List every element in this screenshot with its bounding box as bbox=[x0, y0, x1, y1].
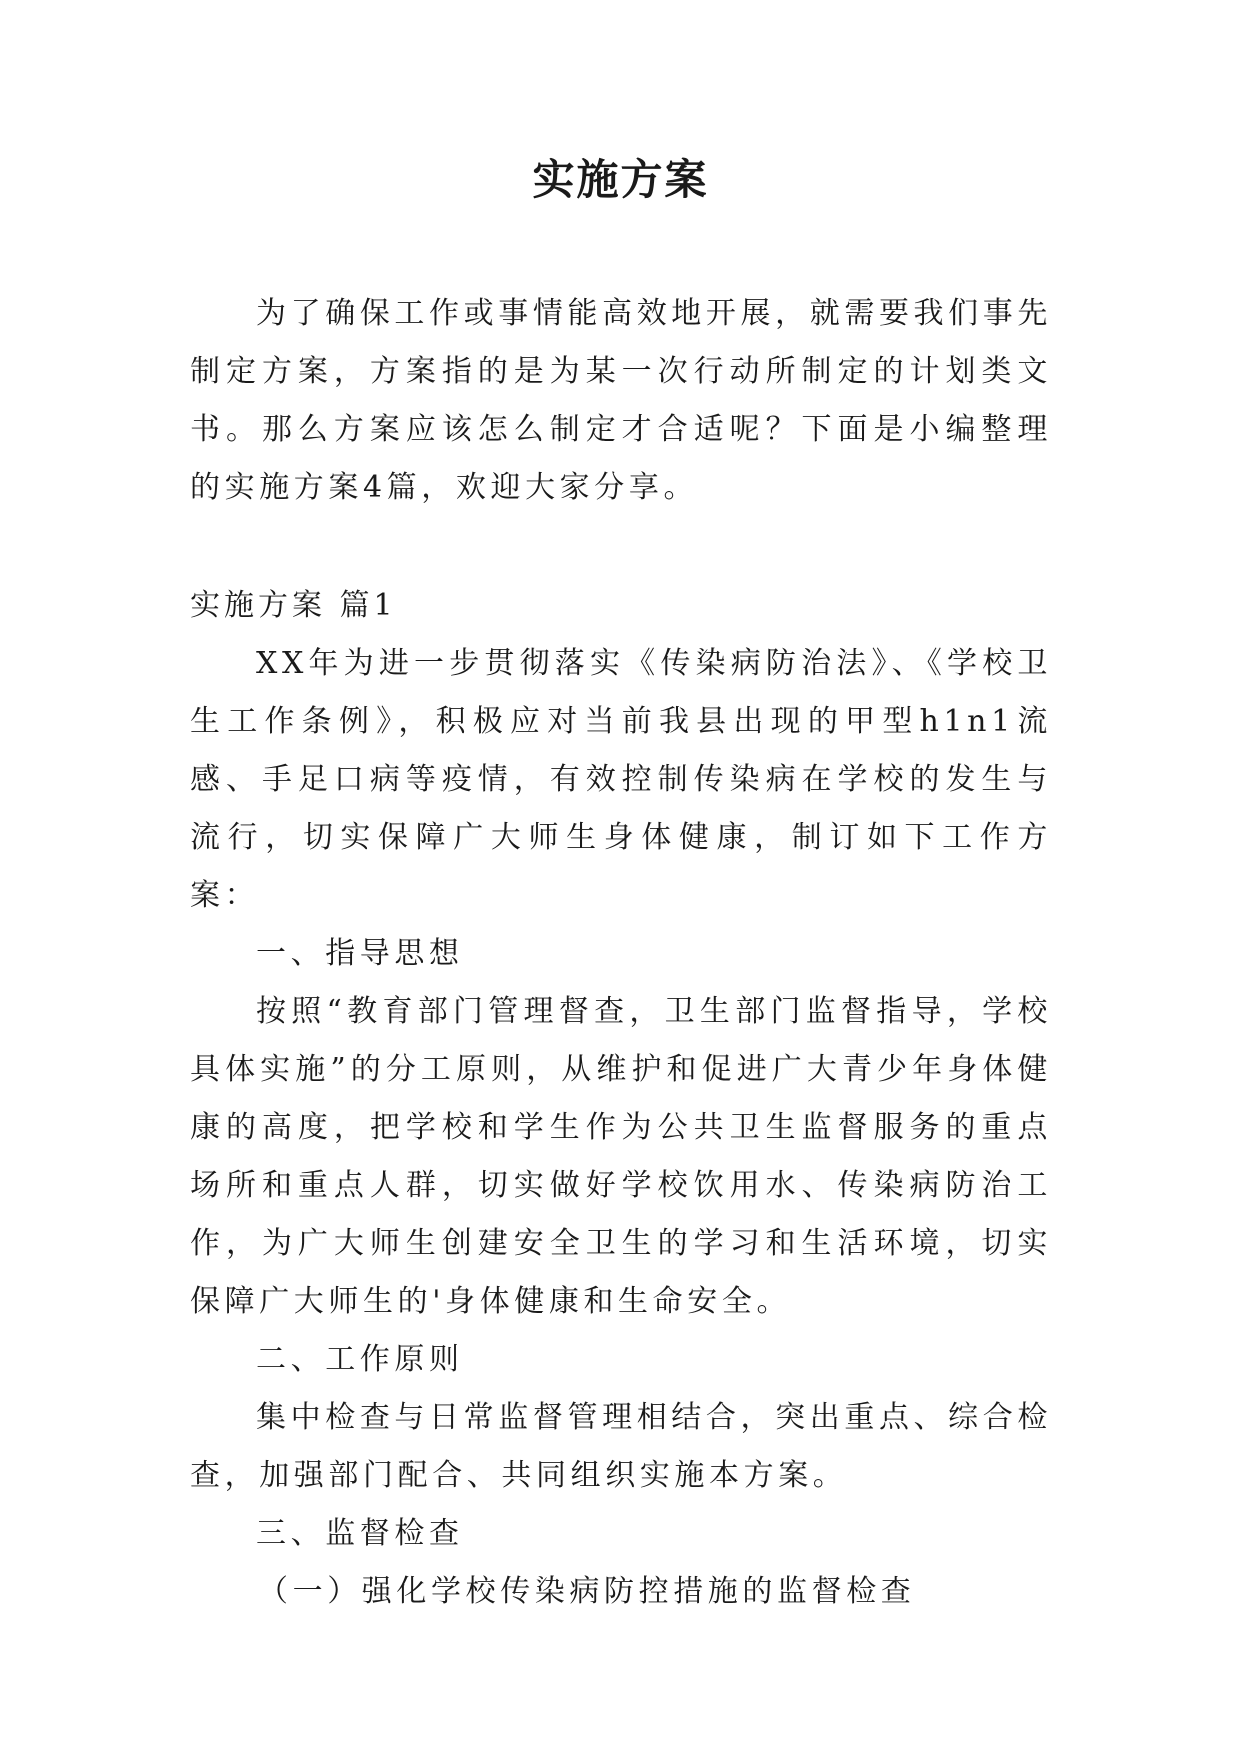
intro-paragraph: 为了确保工作或事情能高效地开展，就需要我们事先制定方案，方案指的是为某一次行动所制定的计划类文书。那么方案应该怎么制定才合适呢？下面是小编整理的实施方案4篇，欢迎大家分享。 bbox=[190, 296, 1052, 505]
heading-supervision: 三、监督检查 bbox=[256, 1516, 464, 1551]
paragraph-guiding-ideology: 按照“教育部门管理督查，卫生部门监督指导，学校具体实施”的分工原则，从维护和促进广大青少年身体健康的高度，把学校和学生作为公共卫生监督服务的重点场所和重点人群，切实做好学校饮用水、传染病防治工作，为广大师生创建安全卫生的学习和生活环境，切实保障广大师生的'身体健康和生命安全。 bbox=[190, 994, 1052, 1319]
subheading-supervision-1: （一）强化学校传染病防控措施的监督检查 bbox=[258, 1574, 916, 1609]
document-title: 实施方案 bbox=[532, 155, 709, 204]
heading-work-principles: 二、工作原则 bbox=[256, 1342, 464, 1377]
paragraph-background: XX年为进一步贯彻落实《传染病防治法》、《学校卫生工作条例》，积极应对当前我县出现的甲型h1n1流感、手足口病等疫情，有效控制传染病在学校的发生与流行，切实保障广大师生身体健康，制订如下工作方案： bbox=[190, 646, 1052, 913]
section-label: 实施方案 篇1 bbox=[190, 588, 397, 623]
heading-guiding-ideology: 一、指导思想 bbox=[256, 936, 464, 971]
section-content bbox=[190, 635, 1052, 1621]
paragraph-work-principles: 集中检查与日常监督管理相结合，突出重点、综合检查，加强部门配合、共同组织实施本方案。 bbox=[190, 1400, 1052, 1493]
